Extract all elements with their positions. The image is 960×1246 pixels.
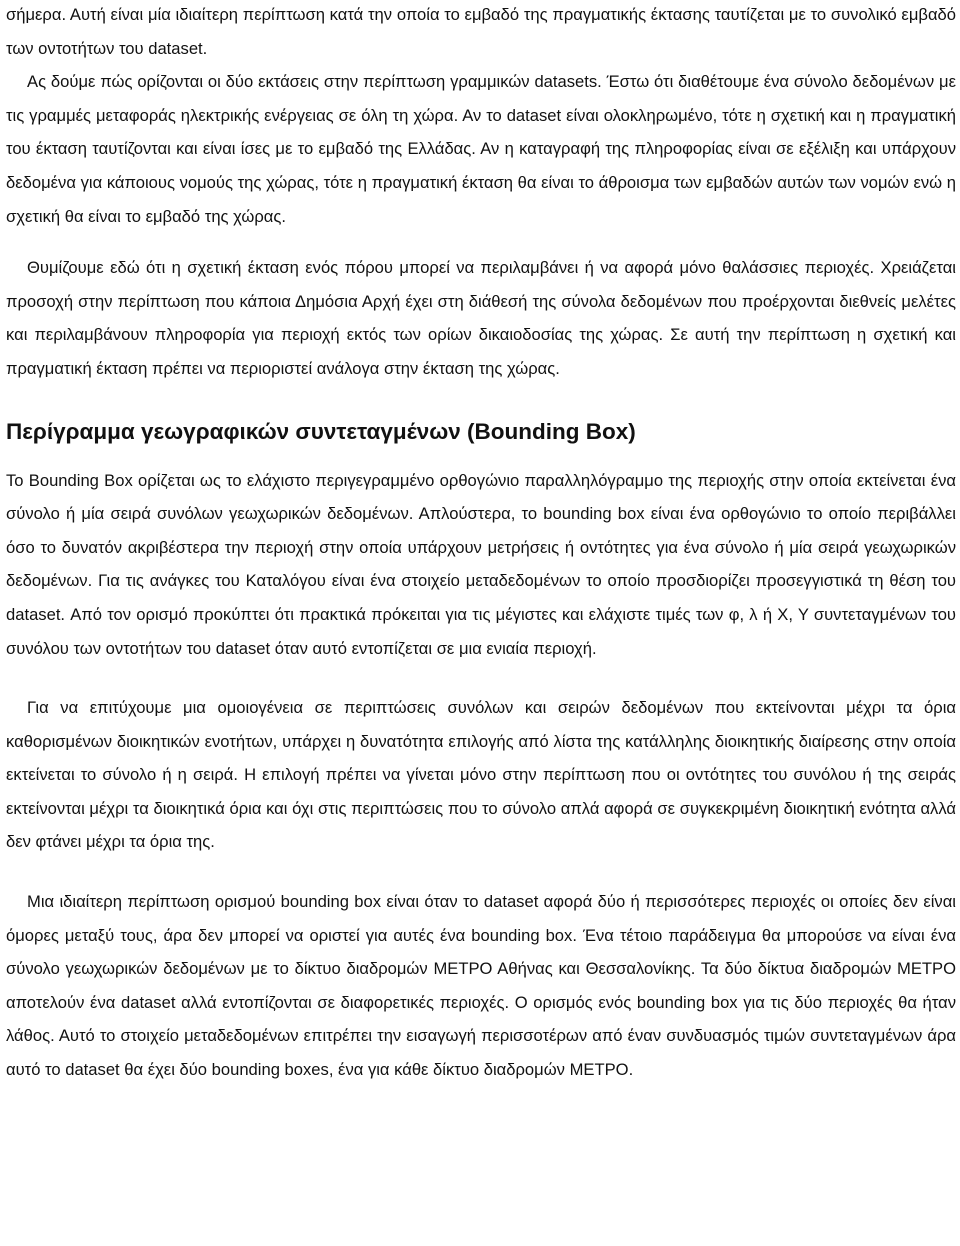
- document-page: [6, 0, 956, 1087]
- paragraph-continuation: σήμερα. Αυτή είναι μία ιδιαίτερη περίπτωση κατά την οποία το εμβαδό της πραγματικής έκτασης ταυτίζεται με το συνολικό εμβαδό των οντοτήτων του dataset.: [6, 5, 956, 58]
- paragraph-linear-datasets: Ας δούμε πώς ορίζονται οι δύο εκτάσεις στην περίπτωση γραμμικών datasets. Έστω ότι διαθέτουμε ένα σύνολο δεδομένων με τις γραμμές μεταφοράς ηλεκτρικής ενέργειας σε όλη τη χώρα. Αν το dataset είναι ολοκληρωμένο, τότε η σχετική και η πραγματική του έκταση ταυτίζονται και είναι ίσες με το εμβαδό της Ελλάδας. Αν η καταγραφή της πληροφορίας είναι σε εξέλιξη και υπάρχουν δεδομένα για κάποιους νομούς της χώρας, τότε η πραγματική έκταση θα είναι το άθροισμα των εμβαδών αυτών των νομών ενώ η σχετική θα είναι το εμβαδό της χώρας.: [6, 72, 956, 226]
- paragraph-multiple-bounding-boxes: Μια ιδιαίτερη περίπτωση ορισμού bounding box είναι όταν το dataset αφορά δύο ή περισσότερες περιοχές οι οποίες δεν είναι όμορες μεταξύ τους, άρα δεν μπορεί να οριστεί για αυτές ένα bounding box. Ένα τέτοιο παράδειγμα θα μπορούσε να είναι ένα σύνολο γεωχωρικών δεδομένων με το δίκτυο διαδρομών ΜΕΤΡΟ Αθήνας και Θεσσαλονίκης. Τα δύο δίκτυα διαδρομών ΜΕΤΡΟ αποτελούν ένα dataset αλλά εντοπίζονται σε διαφορετικές περιοχές. Ο ορισμός ενός bounding box για τις δύο περιοχές θα ήταν λάθος. Αυτό το στοιχείο μεταδεδομένων επιτρέπει την εισαγωγή περισσοτέρων από έναν συνδυασμός τιμών συντεταγμένων άρα αυτό το dataset θα έχει δύο bounding boxes, ένα για κάθε δίκτυο διαδρομών ΜΕΤΡΟ.: [6, 892, 956, 1080]
- paragraph-bounding-box-definition: Το Bounding Box ορίζεται ως το ελάχιστο περιγεγραμμένο ορθογώνιο παραλληλόγραμμο της περιοχής στην οποία εκτείνεται ένα σύνολο ή μία σειρά συνόλων γεωχωρικών δεδομένων. Απλούστερα, το bounding box είναι ένα ορθογώνιο το οποίο περιβάλλει όσο το δυνατόν ακριβέστερα την περιοχή στην οποία υπάρχουν μετρήσεις ή οντότητες για ένα σύνολο ή μία σειρά γεωχωρικών δεδομένων. Για τις ανάγκες του Καταλόγου είναι ένα στοιχείο μεταδεδομένων το οποίο προσδιορίζει προσεγγιστικά τη θέση του dataset. Από τον ορισμό προκύπτει ότι πρακτικά πρόκειται για τις μέγιστες και ελάχιστε τιμές των φ, λ ή X, Y συντεταγμένων του συνόλου των οντοτήτων του dataset όταν αυτό εντοπίζεται σε μια ενιαία περιοχή.: [6, 470, 956, 658]
- section-heading-bounding-box: Περίγραμμα γεωγραφικών συντεταγμένων (Bounding Box): [6, 418, 636, 444]
- paragraph-marine-areas: Θυμίζουμε εδώ ότι η σχετική έκταση ενός πόρου μπορεί να περιλαμβάνει ή να αφορά μόνο θαλάσσιες περιοχές. Χρειάζεται προσοχή στην περίπτωση που κάποια Δημόσια Αρχή έχει στη διάθεσή της σύνολα δεδομένων που προέρχονται διεθνείς μελέτες και περιλαμβάνουν πληροφορία για περιοχή εκτός των ορίων δικαιοδοσίας της χώρας. Σε αυτή την περίπτωση η σχετική και πραγματική έκταση πρέπει να περιοριστεί ανάλογα στην έκταση της χώρας.: [6, 258, 956, 378]
- paragraph-administrative-units: Για να επιτύχουμε μια ομοιογένεια σε περιπτώσεις συνόλων και σειρών δεδομένων που εκτείνονται μέχρι τα όρια καθορισμένων διοικητικών ενοτήτων, υπάρχει η δυνατότητα επιλογής από λίστα της κατάλληλης διοικητικής διαίρεσης στην οποία εκτείνεται το σύνολο ή η σειρά. Η επιλογή πρέπει να γίνεται μόνο στην περίπτωση που οι οντότητες του συνόλου ή της σειράς εκτείνονται μέχρι τα διοικητικά όρια και όχι στις περιπτώσεις που το σύνολο απλά αφορά σε συγκεκριμένη διοικητική ενότητα αλλά δεν φτάνει μέχρι τα όρια της.: [6, 698, 956, 852]
